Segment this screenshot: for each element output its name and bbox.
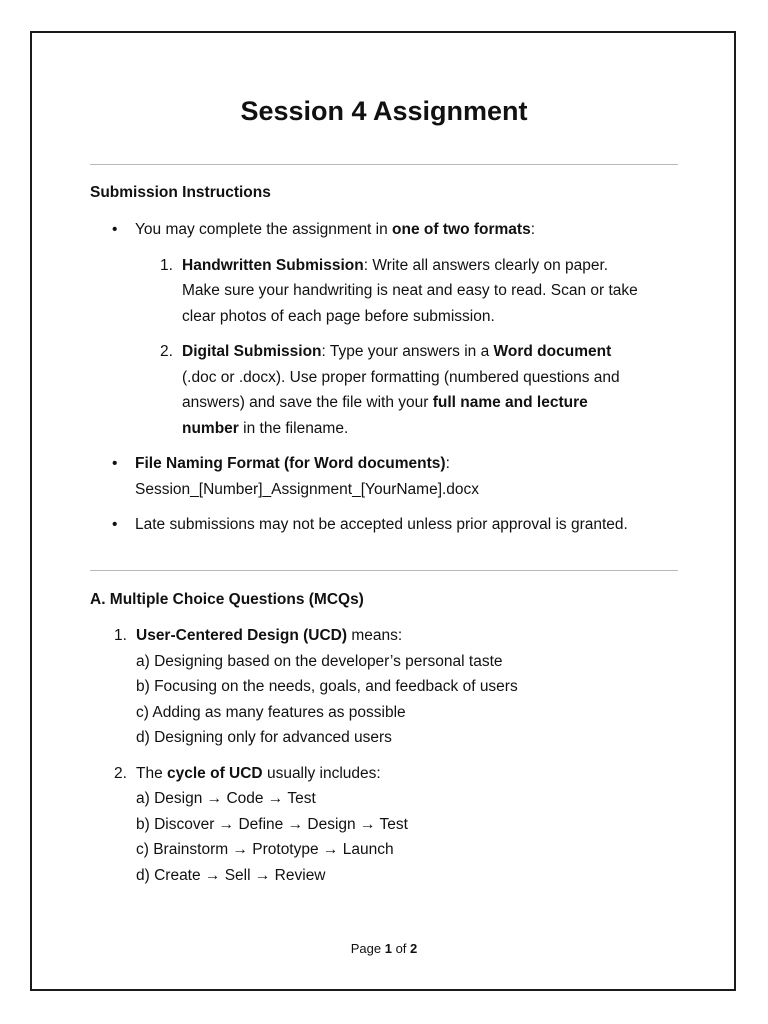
question-1-option-d: d) Designing only for advanced users xyxy=(136,729,392,746)
bullet-formats-pre: You may complete the assignment in xyxy=(135,221,393,238)
question-2-bold: cycle of UCD xyxy=(167,764,263,782)
question-1-option-c: c) Adding as many features as possible xyxy=(136,703,406,721)
file-naming-bold: File Naming Format (for Word documents) xyxy=(135,455,446,472)
submission-instructions-body xyxy=(90,217,690,538)
document-title: Session 4 Assignment xyxy=(240,96,528,126)
mcq-question-1 xyxy=(90,623,690,751)
bullet-formats-post: : xyxy=(530,221,535,238)
format-handwritten-line1: : Write all answers clearly on paper. xyxy=(363,256,609,274)
format-digital-bold: Digital Submission xyxy=(182,343,322,360)
question-2-option-d: d) Create → Sell → Review xyxy=(136,866,326,884)
bullet-file-naming xyxy=(90,451,690,502)
bullet-late-submissions: • Late submissions may not be accepted unless prior approval is granted. xyxy=(90,512,690,538)
divider-top xyxy=(90,164,678,165)
question-2-post: usually includes: xyxy=(262,764,381,782)
page-of-label: of xyxy=(391,941,411,956)
question-1-bold: User-Centered Design (UCD) xyxy=(136,627,348,644)
file-naming-format: Session_[Number]_Assignment_[YourName].docx xyxy=(135,480,480,498)
page-current: 1 xyxy=(384,941,392,956)
question-2-option-a: a) Design → Code → Test xyxy=(136,790,316,807)
format-number: 1. xyxy=(160,256,173,274)
format-digital-line3-pre: answers) and save the file with your xyxy=(182,394,433,411)
format-digital-line1-pre: : Type your answers in a xyxy=(321,343,494,360)
format-list xyxy=(90,253,690,442)
page-footer xyxy=(0,940,768,958)
format-digital-line4-post: in the filename. xyxy=(238,419,349,437)
question-number: 2. xyxy=(114,764,127,782)
question-1-post: means: xyxy=(347,627,403,644)
question-2-pre: The xyxy=(136,764,168,782)
format-item-digital xyxy=(136,339,690,441)
format-number: 2. xyxy=(160,343,173,360)
mcq-question-2 xyxy=(90,761,690,889)
bullet-formats-bold: one of two formats xyxy=(392,221,531,238)
question-2-option-b: b) Discover → Define → Design → Test xyxy=(136,815,408,833)
format-item-handwritten xyxy=(136,253,690,330)
question-1-option-b: b) Focusing on the needs, goals, and feedback of users xyxy=(136,678,518,695)
format-handwritten-line2: Make sure your handwriting is neat and easy to read. Scan or take xyxy=(182,282,638,299)
question-number: 1. xyxy=(114,627,127,644)
bullet-formats xyxy=(90,217,690,243)
submission-bullet-list xyxy=(90,217,690,243)
submission-instructions-heading: Submission Instructions xyxy=(90,184,271,201)
mcq-heading: A. Multiple Choice Questions (MCQs) xyxy=(90,591,364,608)
mcq-question-list xyxy=(90,623,690,888)
submission-bullet-list-2 xyxy=(90,451,690,538)
format-handwritten-line3: clear photos of each page before submission. xyxy=(182,307,495,325)
format-digital-line1-bold: Word document xyxy=(493,343,612,360)
question-2-option-c: c) Brainstorm → Prototype → Launch xyxy=(136,841,394,858)
page-label: Page xyxy=(350,941,385,956)
page-total: 2 xyxy=(410,941,418,956)
format-digital-line3-bold: full name and lecture xyxy=(432,394,588,411)
divider-middle xyxy=(90,570,678,571)
question-1-option-a: a) Designing based on the developer’s personal taste xyxy=(136,652,503,670)
format-digital-line2: (.doc or .docx). Use proper formatting (numbered questions and xyxy=(182,368,620,386)
file-naming-post: : xyxy=(445,455,450,472)
format-handwritten-bold: Handwritten Submission xyxy=(182,256,364,274)
mcq-body xyxy=(90,623,690,888)
format-digital-line4-bold: number xyxy=(182,419,239,437)
